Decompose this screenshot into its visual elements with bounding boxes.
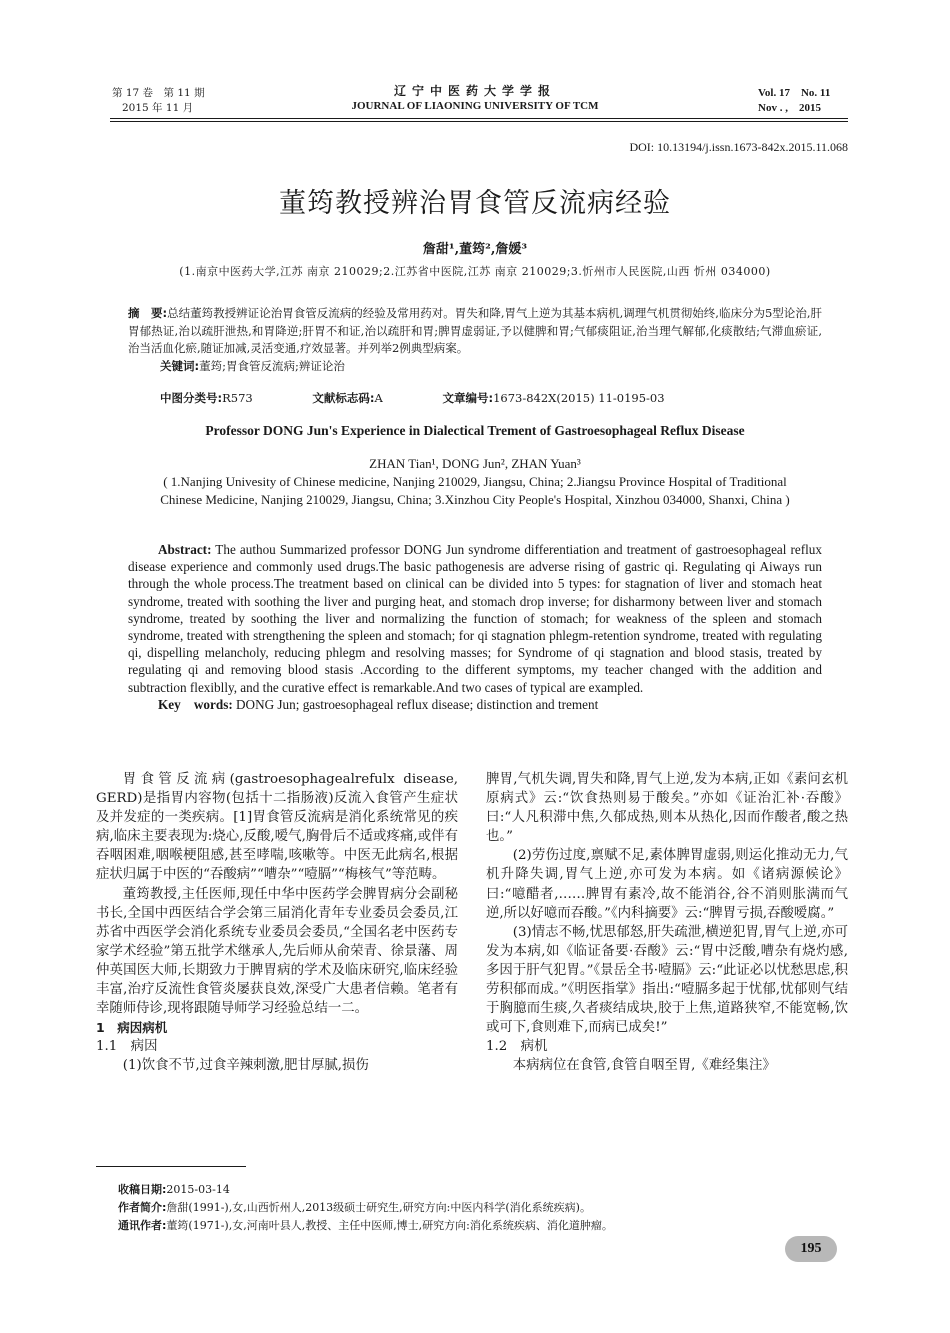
abstract-en-text: The authou Summarized professor DONG Jun syndrome differentiation and treatment of gastroesophageal reflux disease experience and commonly used drugs.The basic pathogenesis are adverse rising of gastric qi. Regulating qi Aiways run through the whole process.The treatment based on clinical can be divided into 5 types: for stagnation of liver and stomach heat syndrome, treated with soothing the liver and purging heat, and stomach drop inverse; for disharmony between liver and stomach syndrome, treated by soothing the liver and normalizing the function of stomach; for weakness of the spleen and stomach syndrome, treated with strengthening the spleen and stomach; for qi stagnation phlegm-retention syndrome, treated with regulating qi, dispelling melancholy, reducing phlegm and resolving masses; for Syndrome of qi stagnation and blood stasis, treated by regulating qi and removing blood stasis .According to the different symptoms, my teacher changed with the addition and subtraction flexiblly, and the curative effect is remarkable.And two cases of typical are exampled.	[128, 542, 822, 695]
header-rule-thin	[110, 121, 848, 122]
affiliations-en: ( 1.Nanjing Univesity of Chinese medicine, Nanjing 210029, Jiangsu, China; 2.Jiangsu Province Hospital of Traditional Chinese Medicine, Nanjing 210029, Jiangsu, China; 3.Xinzhou City People's Hospital, Xinzhou 034000, Shanxi, China )	[160, 474, 790, 507]
abstract-cn-text: 总结董筠教授辨证论治胃食管反流病的经验及常用药对。胃失和降,胃气上逆为其基本病机,调理气机贯彻始终,临床分为5型论治,肝胃郁热证,治以疏肝泄热,和胃降逆;肝胃不和证,治以疏肝和胃;脾胃虚弱证,予以健脾和胃;气郁痰阻证,治当理气解郁,化痰散结;气滞血瘀证,治当活血化瘀,随证加减,灵活变通,疗效显著。并列举2例典型病案。	[128, 306, 822, 355]
keywords-en-label: Key words:	[158, 696, 233, 712]
article-title-en: Professor DONG Jun's Experience in Dialectical Trement of Gastroesophageal Reflux Disease	[205, 423, 745, 438]
subsection-heading: 1.1 病因	[96, 1039, 158, 1055]
clc-value: R573	[222, 391, 253, 405]
authors-cn: 詹甜¹,董筠²,詹媛³	[422, 242, 528, 257]
article-no-label: 文章编号:	[442, 391, 494, 405]
corresponding-author: 董筠(1971-),女,河南叶县人,教授、主任中医师,博士,研究方向:消化系统疾病、消化道肿瘤。	[166, 1219, 613, 1232]
journal-title-cn: 辽宁中医药大学学报	[393, 84, 556, 98]
body-paragraph: (1)饮食不节,过食辛辣刺激,肥甘厚腻,损伤	[122, 1058, 369, 1074]
article-number	[442, 391, 692, 405]
body-paragraph: 本病病位在食管,食管自咽至胃,《难经集注》	[512, 1058, 776, 1074]
author-bio: 詹甜(1991-),女,山西忻州人,2013级硕士研究生,研究方向:中医内科学(消化系统疾病)。	[166, 1201, 591, 1214]
authors-en: ZHAN Tian¹, DONG Jun², ZHAN Yuan³	[369, 456, 581, 471]
received-date: 2015-03-14	[166, 1183, 230, 1196]
section-heading: 1 病因病机	[96, 1020, 168, 1036]
volume-issue-en: Vol. 17 No. 11	[758, 87, 831, 99]
keywords-en-text: DONG Jun; gastroesophageal reflux disease; distinction and trement	[232, 696, 599, 712]
journal-volume-info	[112, 86, 205, 116]
article-no-value: 1673-842X(2015) 11-0195-03	[493, 391, 665, 405]
received-label: 收稿日期:	[118, 1183, 167, 1196]
article-title-cn: 董筠教授辨治胃食管反流病经验	[279, 188, 671, 219]
body-paragraph: 胃食管反流病(gastroesophagealrefulx disease, GERD)是指胃内容物(包括十二指肠液)反流入食管产生症状及并发症的一类疾病。[1]胃食管反流病是消化系统常见的疾病,临床主要表现为:烧心,反酸,嗳气,胸骨后不适或疼痛,或伴有吞咽困难,咽喉梗阻感,甚至哮喘,咳嗽等。中医无此病名,根据症状归属于中医的“吞酸病”“嘈杂”“噎膈”“梅核气”等范畴。	[96, 772, 458, 883]
body-column-right	[486, 770, 848, 1076]
journal-title	[300, 84, 650, 114]
journal-volume-en	[758, 86, 830, 116]
body-paragraph: (2)劳伤过度,禀赋不足,素体脾胃虚弱,则运化推动无力,气机升降失调,胃气上逆,亦可发为本病。如《诸病源候论》曰:“噫醋者,……脾胃有素冷,故不能消谷,谷不消则胀满而气逆,所以好噫而吞酸。”《内科摘要》云:“脾胃亏损,吞酸嗳腐。”	[486, 848, 848, 921]
body-column-left	[96, 770, 458, 1076]
publication-date-en: Nov . , 2015	[758, 102, 821, 114]
keywords-cn-text: 董筠;胃食管反流病;辨证论治	[199, 358, 345, 373]
document-code	[312, 391, 410, 405]
keywords-cn-label: 关键词:	[160, 358, 200, 373]
header-rule	[110, 118, 848, 119]
volume-issue: 第 17 卷 第 11 期	[112, 87, 205, 99]
footnote-author	[118, 1200, 591, 1216]
footnote-corresponding	[118, 1218, 613, 1234]
clc-code	[160, 391, 281, 405]
abstract-cn	[128, 305, 822, 375]
body-paragraph: 董筠教授,主任医师,现任中华中医药学会脾胃病分会副秘书长,全国中西医结合学会第三届消化青年专业委员会委员,江苏省中西医学会消化系统专业委员会委员,“全国名老中医药专家学术经验”第五批学术继承人,先后师从俞荣青、徐景藩、周仲英国医大师,长期致力于脾胃病的学术及临床研究,临床经验丰富,治疗反流性食管炎屡获良效,深受广大患者信赖。笔者有幸随师侍诊,现将跟随导师学习经验总结一二。	[96, 886, 458, 1017]
affiliations-cn: (1.南京中医药大学,江苏 南京 210029;2.江苏省中医院,江苏 南京 210029;3.忻州市人民医院,山西 忻州 034000)	[179, 265, 771, 278]
page-number: 195	[785, 1236, 837, 1262]
body-paragraph: (3)情志不畅,忧思郁怒,肝失疏泄,横逆犯胃,胃气上逆,亦可发为本病,如《临证备要·吞酸》云:“胃中泛酸,嘈杂有烧灼感,多因于肝气犯胃。”《景岳全书·噎膈》云:“此证必以忧愁思虑,积劳积郁而成。”《明医指掌》指出:“噎膈多起于忧郁,忧郁则气结于胸臆而生痰,久者痰结成块,胶于上焦,道路狭窄,不能宽畅,饮或可下,食则难下,而病已成矣!”	[486, 924, 848, 1036]
footnote-received	[118, 1182, 230, 1198]
doi: DOI: 10.13194/j.issn.1673-842x.2015.11.068	[629, 140, 848, 154]
corresponding-label: 通讯作者:	[118, 1219, 167, 1232]
keywords-en	[128, 696, 822, 713]
footnote-rule	[96, 1166, 246, 1167]
subsection-heading: 1.2 病机	[486, 1039, 548, 1055]
doc-code-value: A	[374, 391, 383, 405]
journal-title-en: JOURNAL OF LIAONING UNIVERSITY OF TCM	[351, 100, 599, 112]
publication-date: 2015 年 11 月	[122, 102, 194, 114]
keywords-cn	[128, 358, 822, 376]
abstract-en	[128, 541, 822, 713]
doc-code-label: 文献标志码:	[312, 391, 375, 405]
classification-row	[160, 390, 721, 406]
body-paragraph: 脾胃,气机失调,胃失和降,胃气上逆,发为本病,正如《素问玄机原病式》云:“饮食热则易于酸矣。”亦如《证治汇补·吞酸》曰:“人凡积滞中焦,久郁成热,则本从热化,因而作酸者,酸之热也。”	[486, 772, 848, 845]
abstract-en-label: Abstract:	[158, 542, 212, 557]
author-bio-label: 作者简介:	[118, 1201, 167, 1214]
abstract-cn-label: 摘 要:	[128, 306, 168, 320]
clc-label: 中图分类号:	[160, 391, 223, 405]
